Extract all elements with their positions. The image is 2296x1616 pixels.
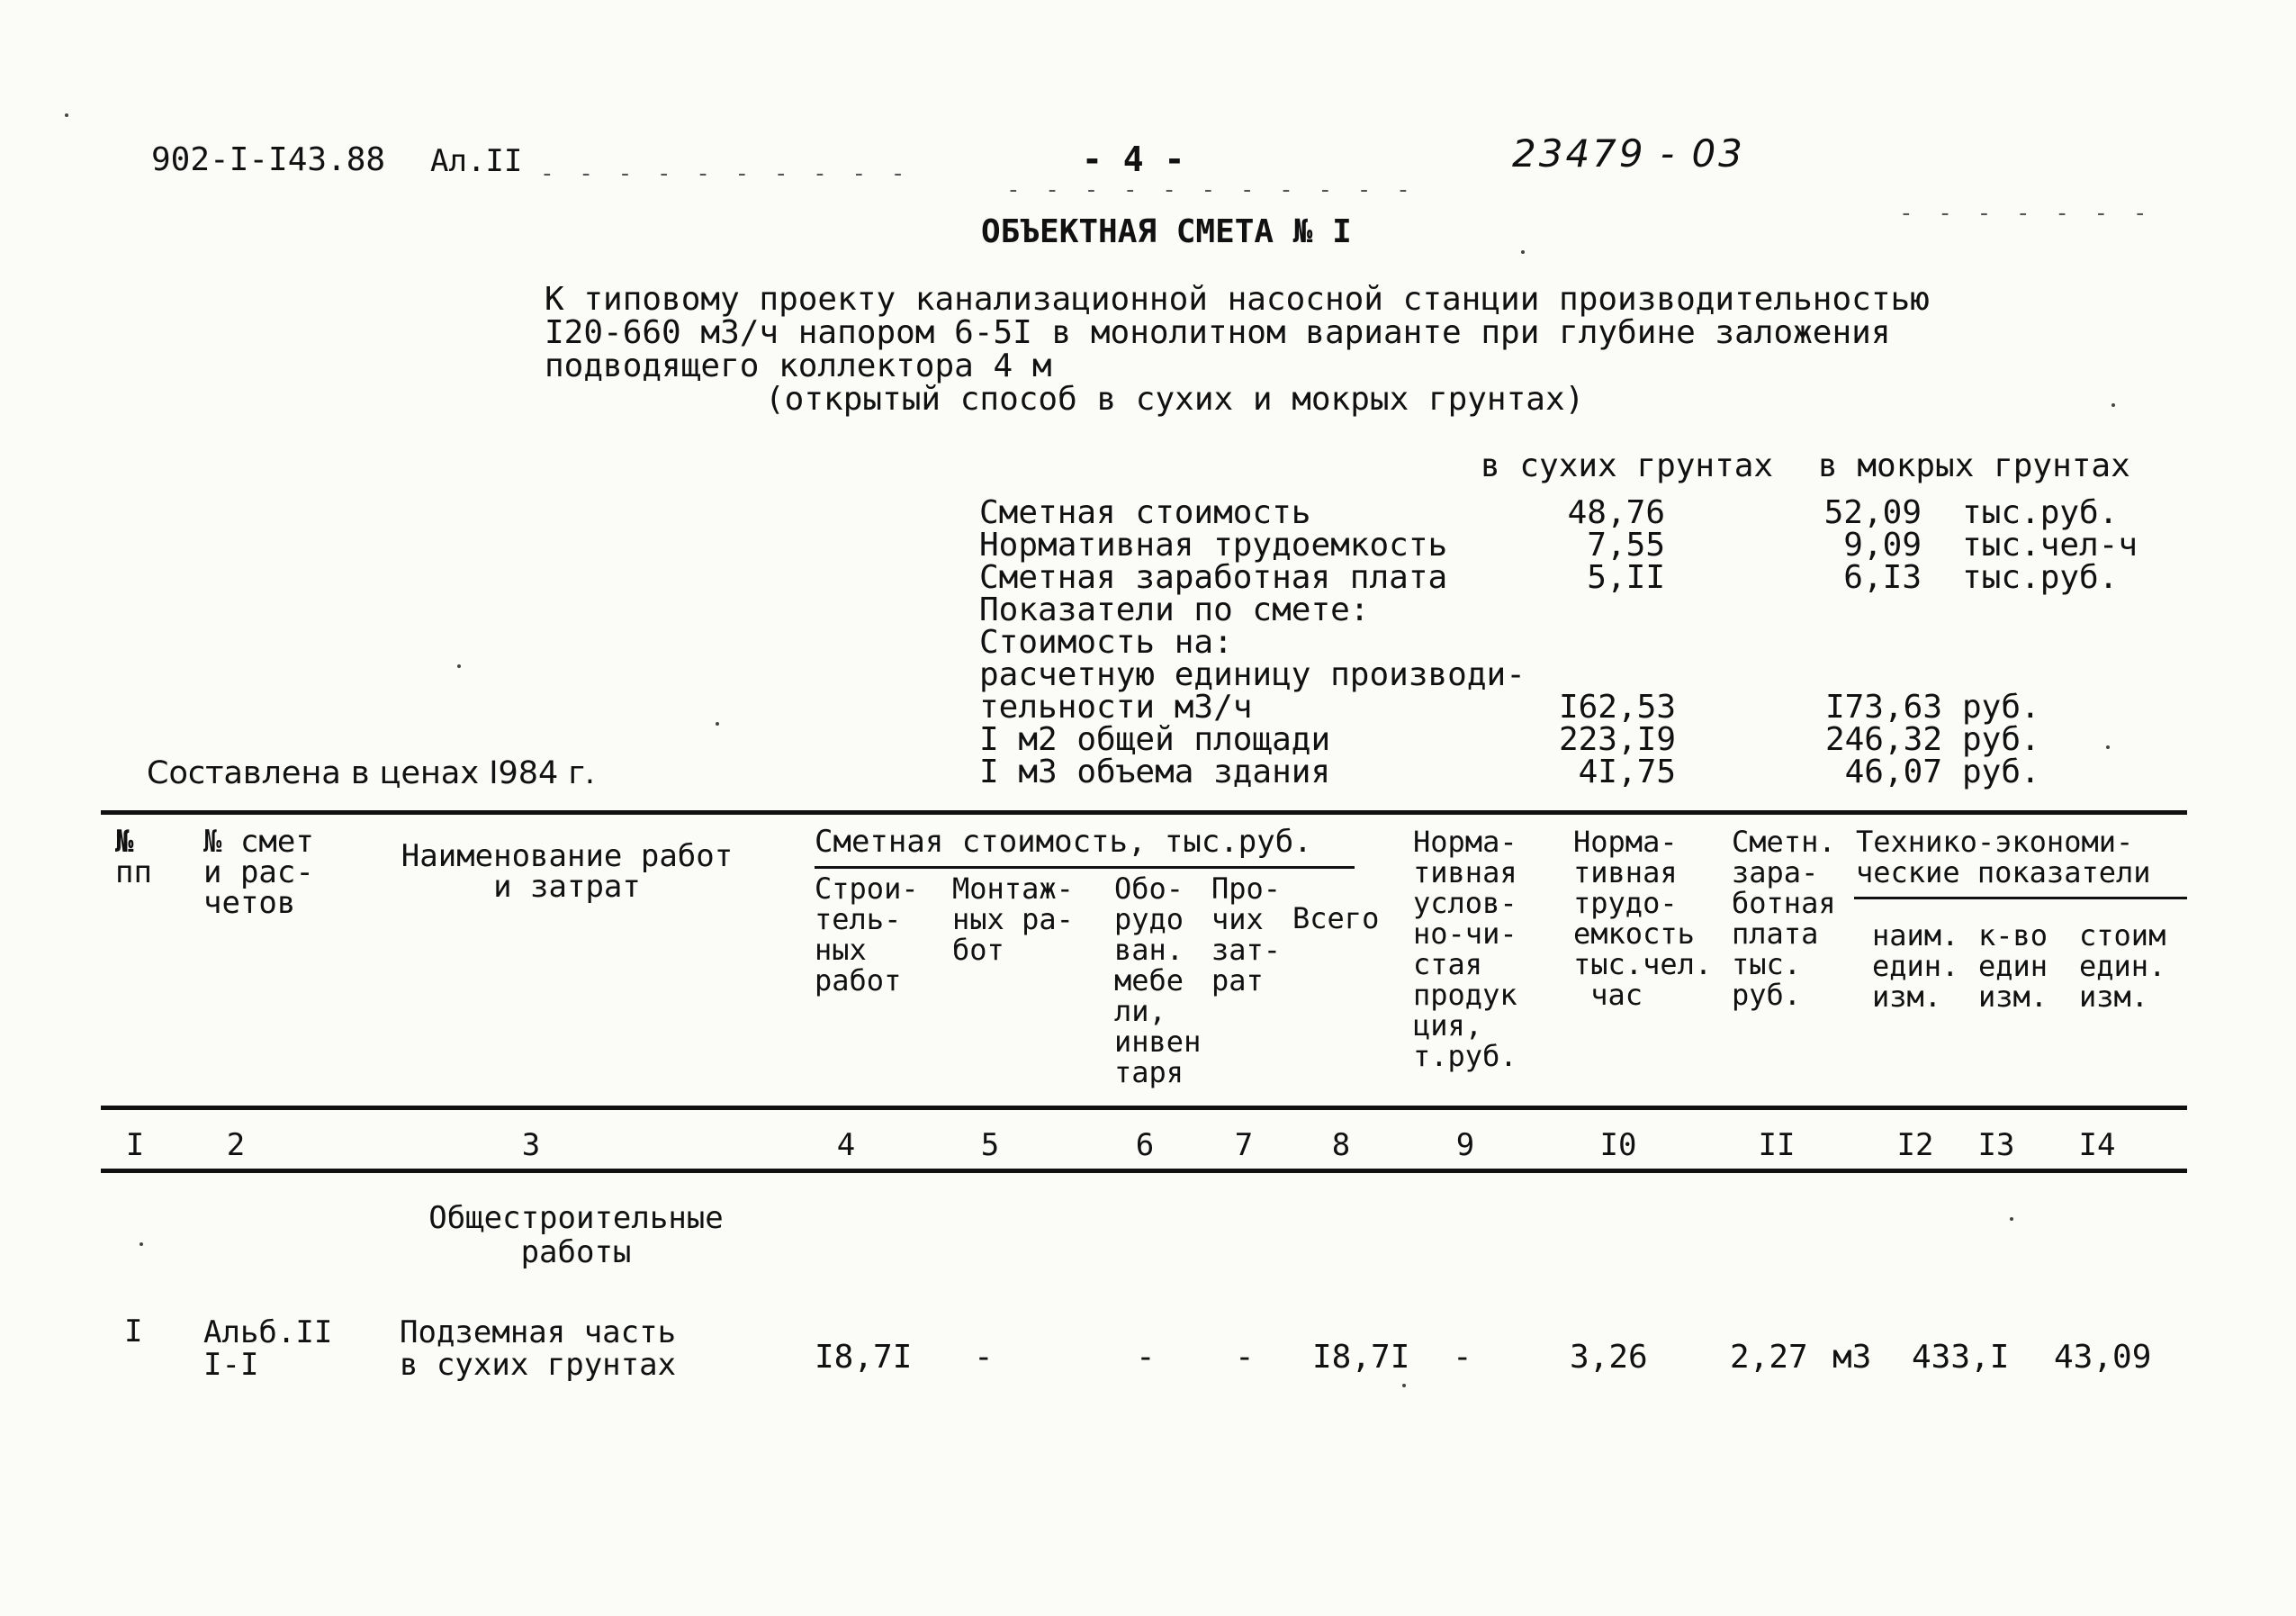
h6-line: ван. bbox=[1114, 933, 1184, 967]
page-number: - 4 - bbox=[1082, 140, 1185, 179]
album-label: Ал.II bbox=[430, 143, 523, 179]
h10-line: тивная bbox=[1573, 855, 1678, 889]
unit-wet: I73,63 bbox=[1824, 689, 1942, 726]
summary-label: Сметная заработная плата bbox=[979, 559, 1448, 596]
estimated-cost-heading: Сметная стоимость, тыс.руб. bbox=[815, 824, 1312, 860]
cost-per-heading: Стоимость на: bbox=[979, 624, 1233, 661]
page-title: ОБЪЕКТНАЯ СМЕТА № I bbox=[981, 213, 1352, 250]
subtitle-line-2: I20-660 м3/ч напором 6-5I в монолитном варианте при глубине заложения bbox=[545, 314, 1891, 351]
unit-dry: I62,53 bbox=[1558, 689, 1676, 726]
header-col-6 bbox=[1114, 873, 1201, 1088]
header-col-5 bbox=[952, 873, 1074, 965]
row-labor: 3,26 bbox=[1570, 1339, 1648, 1376]
column-number: 8 bbox=[1331, 1127, 1351, 1163]
h7-line: зат- bbox=[1211, 933, 1282, 967]
column-number: 3 bbox=[521, 1127, 541, 1163]
column-number: 7 bbox=[1234, 1127, 1254, 1163]
h9-line: услов- bbox=[1413, 886, 1517, 920]
summary-unit: тыс.руб. bbox=[1962, 559, 2119, 596]
unit-wet: 246,32 bbox=[1824, 721, 1942, 758]
h5-line: Монтаж- bbox=[952, 871, 1074, 906]
dotted-mark-right: - - - - - - - bbox=[1899, 200, 2153, 227]
scan-speck bbox=[1402, 1384, 1406, 1387]
h11-line: тыс. bbox=[1732, 947, 1802, 981]
tech-econ-line: Технико-экономи- bbox=[1856, 825, 2134, 859]
scan-speck bbox=[457, 664, 461, 668]
h11-line: зара- bbox=[1732, 855, 1819, 889]
indicators-heading: Показатели по смете: bbox=[979, 591, 1370, 628]
h12-line: наим. bbox=[1872, 918, 1959, 952]
summary-unit: тыс.чел-ч bbox=[1962, 527, 2138, 564]
header-col-3 bbox=[378, 838, 756, 905]
h6-line: мебе bbox=[1114, 963, 1184, 998]
row-unit-qty: 433,I bbox=[1912, 1339, 2010, 1376]
header-col-2 bbox=[203, 824, 314, 921]
summary-dry: 5,II bbox=[1587, 559, 1665, 596]
header-col-10 bbox=[1573, 826, 1712, 1010]
per-unit-heading: расчетную единицу производи- bbox=[979, 656, 1526, 693]
row-installation: - bbox=[974, 1339, 994, 1376]
header-col-13 bbox=[1978, 920, 2048, 1012]
subtitle-line-1: К типовому проекту канализационной насосной станции производительностью bbox=[545, 281, 1930, 318]
h1-line: пп bbox=[115, 854, 152, 890]
header-col-11 bbox=[1732, 826, 1836, 1010]
row-work-name-line: Подземная часть bbox=[400, 1314, 677, 1350]
h11-line: плата bbox=[1732, 916, 1819, 951]
h7-line: рат bbox=[1211, 963, 1264, 998]
summary-label: Нормативная трудоемкость bbox=[979, 527, 1448, 564]
h7-line: чих bbox=[1211, 902, 1264, 936]
unit-wet: 46,07 bbox=[1844, 754, 1942, 790]
row-work-name bbox=[400, 1316, 676, 1381]
estimated-cost-rule bbox=[815, 866, 1355, 869]
h13-line: един bbox=[1978, 949, 2048, 983]
row-construction: I8,7I bbox=[815, 1339, 913, 1376]
row-reference bbox=[203, 1316, 332, 1381]
scan-speck bbox=[1521, 250, 1525, 254]
h10-line: тыс.чел. bbox=[1573, 947, 1713, 981]
row-work-name-line: в сухих грунтах bbox=[400, 1347, 677, 1383]
h9-line: Норма- bbox=[1413, 825, 1517, 859]
column-number: II bbox=[1758, 1127, 1796, 1163]
scan-speck bbox=[716, 722, 719, 726]
h10-line: емкость bbox=[1573, 916, 1695, 951]
summary-wet: 6,I3 bbox=[1843, 559, 1922, 596]
column-numbers-rule bbox=[101, 1169, 2187, 1173]
header-col-12 bbox=[1872, 920, 1958, 1012]
h1-line: № bbox=[115, 824, 134, 860]
col-wet-header: в мокрых грунтах bbox=[1818, 447, 2130, 484]
column-number: 2 bbox=[226, 1127, 246, 1163]
subtitle-line-3: подводящего коллектора 4 м bbox=[545, 348, 1052, 384]
h9-line: ция, bbox=[1413, 1008, 1483, 1043]
row-reference-line: I-I bbox=[203, 1347, 259, 1383]
scan-speck bbox=[2106, 745, 2110, 749]
h6-line: Обо- bbox=[1114, 871, 1184, 906]
h3-line: и затрат bbox=[493, 869, 641, 905]
row-other: - bbox=[1235, 1339, 1255, 1376]
h12-line: един. bbox=[1872, 949, 1959, 983]
h4-line: работ bbox=[815, 963, 902, 998]
unit-unit: руб. bbox=[1962, 721, 2040, 758]
row-total: I8,7I bbox=[1312, 1339, 1410, 1376]
h9-line: стая bbox=[1413, 947, 1483, 981]
h9-line: т.руб. bbox=[1413, 1039, 1517, 1073]
h9-line: продук bbox=[1413, 978, 1517, 1012]
column-number: 4 bbox=[836, 1127, 856, 1163]
unit-label: I м2 общей площади bbox=[979, 721, 1331, 758]
h10-line: час bbox=[1573, 978, 1643, 1012]
h6-line: инвен bbox=[1114, 1025, 1202, 1059]
column-number: 6 bbox=[1135, 1127, 1155, 1163]
scan-speck bbox=[2010, 1217, 2013, 1221]
h5-line: ных ра- bbox=[952, 902, 1074, 936]
h14-line: един. bbox=[2079, 949, 2166, 983]
column-number: I3 bbox=[1977, 1127, 2015, 1163]
h4-line: Строи- bbox=[815, 871, 919, 906]
section-title-line: Общестроительные bbox=[428, 1200, 724, 1236]
tech-econ-rule bbox=[1854, 897, 2187, 899]
summary-label: Сметная стоимость bbox=[979, 494, 1311, 531]
header-col-8: Всего bbox=[1292, 901, 1380, 935]
row-unit-name: м3 bbox=[1832, 1339, 1872, 1376]
prices-note: Составлена в ценах I984 г. bbox=[147, 755, 595, 791]
col-dry-header: в сухих грунтах bbox=[1481, 447, 1774, 484]
h2-line: и рас- bbox=[203, 854, 314, 890]
column-number: 9 bbox=[1455, 1127, 1475, 1163]
h11-line: ботная bbox=[1732, 886, 1836, 920]
header-col-7 bbox=[1211, 873, 1281, 996]
h2-line: четов bbox=[203, 885, 296, 921]
row-number: I bbox=[124, 1314, 143, 1350]
h5-line: бот bbox=[952, 933, 1004, 967]
header-col-14 bbox=[2079, 920, 2165, 1012]
h13-line: изм. bbox=[1978, 980, 2048, 1014]
h9-line: но-чи- bbox=[1413, 916, 1517, 951]
h4-line: ных bbox=[815, 933, 867, 967]
header-bottom-rule bbox=[101, 1106, 2187, 1110]
table-top-rule bbox=[101, 810, 2187, 815]
column-number: 5 bbox=[980, 1127, 1000, 1163]
summary-dry: 7,55 bbox=[1587, 527, 1665, 564]
column-number: I bbox=[125, 1127, 145, 1163]
handwritten-number: 23479 - 03 bbox=[1512, 131, 1745, 176]
scan-speck bbox=[65, 113, 68, 117]
h10-line: трудо- bbox=[1573, 886, 1678, 920]
h7-line: Про- bbox=[1211, 871, 1282, 906]
row-reference-line: Альб.II bbox=[203, 1314, 333, 1350]
h12-line: изм. bbox=[1872, 980, 1942, 1014]
summary-wet: 9,09 bbox=[1843, 527, 1922, 564]
column-number: I0 bbox=[1599, 1127, 1637, 1163]
row-wages: 2,27 bbox=[1730, 1339, 1808, 1376]
column-number: I4 bbox=[2078, 1127, 2116, 1163]
h14-line: изм. bbox=[2079, 980, 2149, 1014]
summary-unit: тыс.руб. bbox=[1962, 494, 2119, 531]
tech-econ-heading bbox=[1856, 826, 2151, 888]
tech-econ-line: ческие показатели bbox=[1856, 855, 2151, 889]
header-col-1 bbox=[115, 826, 152, 888]
h2-line: № смет bbox=[203, 824, 314, 860]
row-unit-cost: 43,09 bbox=[2054, 1339, 2152, 1376]
subtitle-line-4: (открытый способ в сухих и мокрых грунтах) bbox=[765, 381, 1585, 418]
h14-line: стоим bbox=[2079, 918, 2166, 952]
dotted-leader: - - - - - - - - - - bbox=[540, 160, 911, 187]
h10-line: Норма- bbox=[1573, 825, 1678, 859]
h4-line: тель- bbox=[815, 902, 902, 936]
unit-label: тельности м3/ч bbox=[979, 689, 1253, 726]
h11-line: руб. bbox=[1732, 978, 1802, 1012]
h6-line: рудо bbox=[1114, 902, 1184, 936]
h3-line: Наименование работ bbox=[401, 838, 734, 874]
header-col-4 bbox=[815, 873, 919, 996]
column-number: I2 bbox=[1896, 1127, 1934, 1163]
unit-dry: 4I,75 bbox=[1578, 754, 1676, 790]
row-equipment: - bbox=[1136, 1339, 1156, 1376]
h11-line: Сметн. bbox=[1732, 825, 1836, 859]
header-col-9 bbox=[1413, 826, 1517, 1071]
section-title-line: работы bbox=[520, 1234, 632, 1270]
h13-line: к-во bbox=[1978, 918, 2048, 952]
doc-code: 902-I-I43.88 bbox=[151, 141, 386, 178]
unit-unit: руб. bbox=[1962, 689, 2040, 726]
unit-unit: руб. bbox=[1962, 754, 2040, 790]
unit-dry: 223,I9 bbox=[1558, 721, 1676, 758]
h6-line: таря bbox=[1114, 1055, 1184, 1089]
scan-speck bbox=[140, 1242, 143, 1246]
h9-line: тивная bbox=[1413, 855, 1517, 889]
row-product: - bbox=[1453, 1339, 1472, 1376]
unit-label: I м3 объема здания bbox=[979, 754, 1331, 790]
scan-speck bbox=[2111, 403, 2115, 407]
summary-wet: 52,09 bbox=[1823, 494, 1922, 531]
dotted-underline: - - - - - - - - - - - bbox=[1006, 176, 1416, 203]
section-title bbox=[387, 1201, 765, 1269]
summary-dry: 48,76 bbox=[1567, 494, 1665, 531]
h6-line: ли, bbox=[1114, 994, 1166, 1028]
